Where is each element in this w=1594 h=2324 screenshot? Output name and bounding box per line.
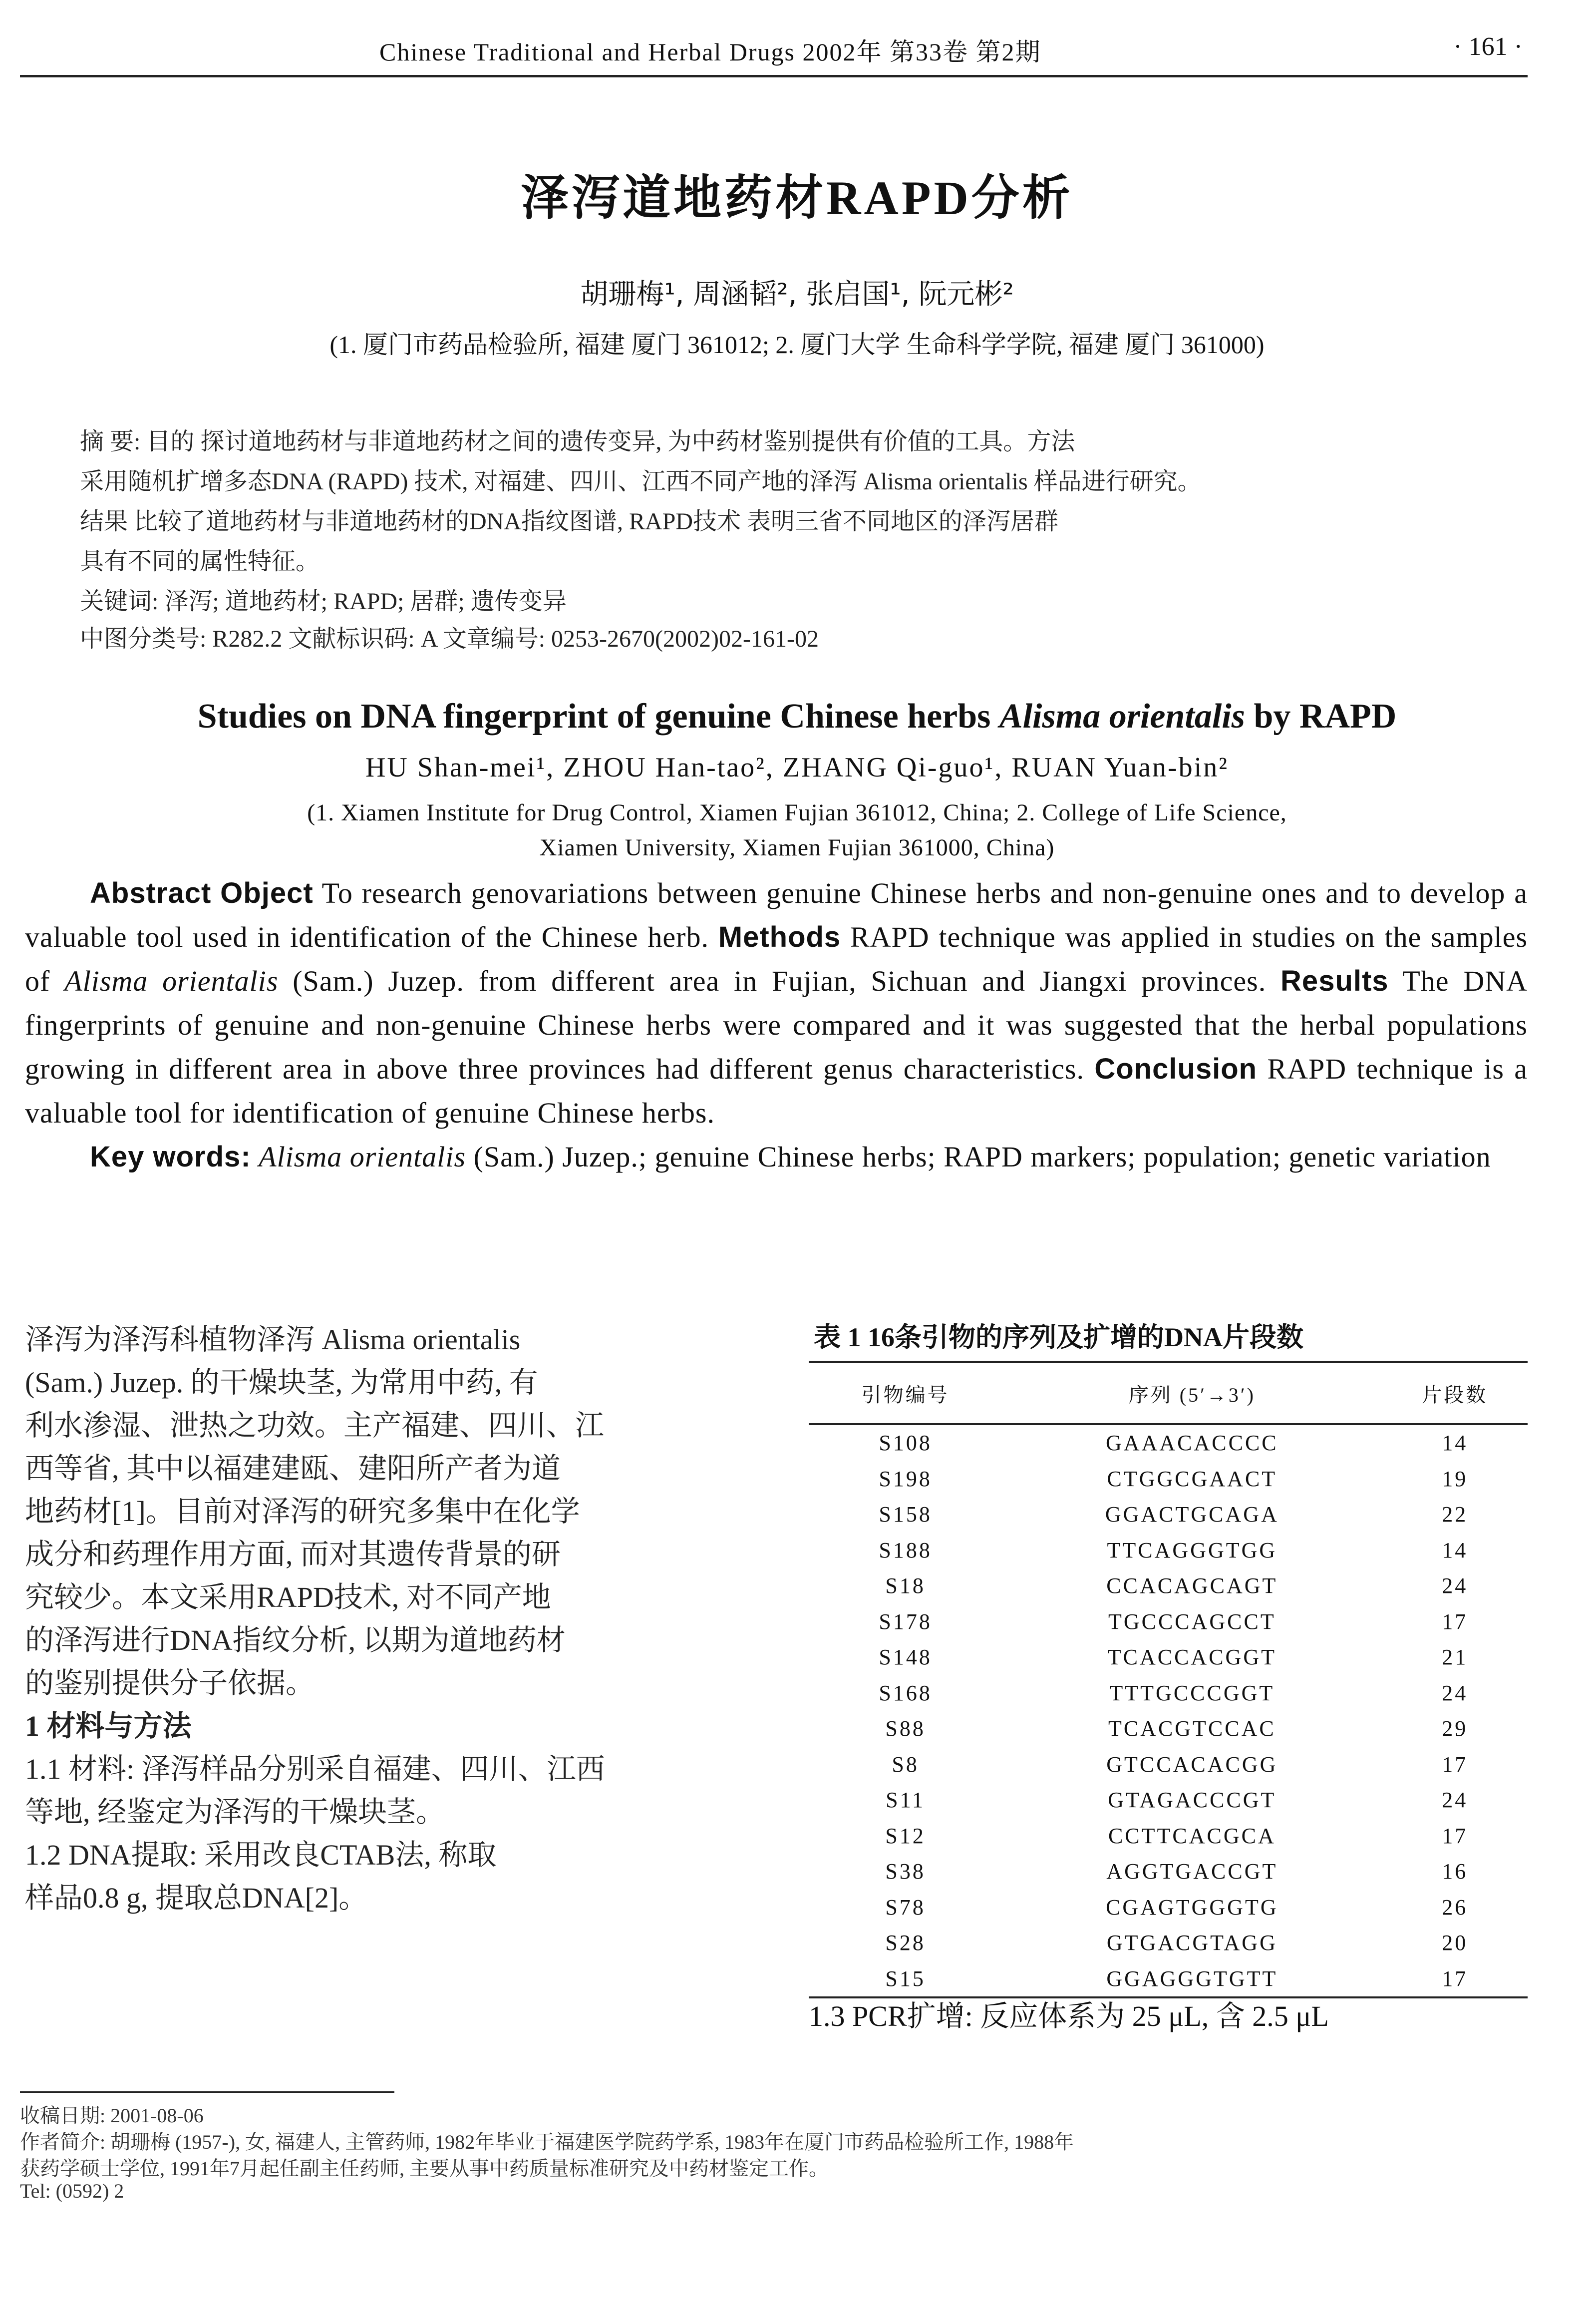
sequence-cell: TTTGCCCGGT — [1109, 1680, 1275, 1705]
sequence-cell: CCTTCACGCA — [1108, 1823, 1276, 1848]
fragment-count-cell: 20 — [1442, 1931, 1468, 1955]
primer-id-cell: S78 — [885, 1895, 926, 1920]
body-line: (Sam.) Juzep. 的干燥块茎, 为常用中药, 有 — [25, 1366, 538, 1399]
methods-text-a: RAPD technique was applied in studies on the samples of — [25, 921, 1528, 997]
english-authors: HU Shan-mei¹, ZHOU Han-tao², ZHANG Qi-guo¹, RUAN Yuan-bin² — [365, 752, 1229, 783]
sequence-cell: GGACTGCAGA — [1105, 1502, 1279, 1527]
body-line: 成分和药理作用方面, 而对其遗传背景的研 — [25, 1538, 561, 1570]
pcr-section-line: 1.3 PCR扩增: 反应体系为 25 μL, 含 2.5 μL — [809, 2000, 1329, 2032]
body-left-column — [25, 1318, 744, 1920]
chinese-abstract-line: 摘 要: 目的 探讨道地药材与非道地药材之间的遗传变异, 为中药材鉴别提供有价值的工具。方法 — [80, 428, 1075, 455]
english-title-main: Studies on DNA fingerprint of genuine Chinese herbs — [197, 697, 991, 736]
footnote-received: 收稿日期: 2001-08-06 — [20, 2104, 204, 2127]
english-affiliation-2: Xiamen University, Xiamen Fujian 361000, China) — [539, 834, 1055, 861]
classification-line: 中图分类号: R282.2 文献标识码: A 文章编号: 0253-2670(2002)02-161-02 — [80, 626, 819, 652]
sequence-cell: TCACCACGGT — [1107, 1645, 1276, 1670]
fragment-count-cell: 21 — [1442, 1645, 1468, 1670]
fragment-count-cell: 17 — [1442, 1609, 1468, 1634]
chinese-affiliation: (1. 厦门市药品检验所, 福建 厦门 361012; 2. 厦门大学 生命科学学院, 福建 厦门 361000) — [329, 331, 1265, 359]
primer-id-cell: S158 — [879, 1502, 932, 1527]
methods-text-b: (Sam.) Juzep. from different area in Fujian, Sichuan and Jiangxi provinces. — [293, 965, 1267, 997]
conclusion-text: RAPD technique is a valuable tool for identification of genuine Chinese herbs. — [25, 1053, 1528, 1129]
primer-id-cell: S108 — [879, 1431, 932, 1456]
primer-id-cell: S178 — [879, 1609, 932, 1634]
abstract-label: Abstract — [90, 877, 212, 909]
table-row — [809, 1711, 1528, 1747]
fragment-count-cell: 14 — [1442, 1431, 1468, 1456]
primer-id-cell: S18 — [885, 1573, 926, 1598]
sequence-cell: GAAACACCCC — [1106, 1431, 1278, 1456]
body-line: 的鉴别提供分子依据。 — [25, 1667, 315, 1699]
table-row — [809, 1925, 1528, 1961]
keywords-label: Key words: — [90, 1141, 251, 1173]
table-row — [809, 1675, 1528, 1711]
primer-id-cell: S8 — [892, 1752, 919, 1777]
chinese-abstract-line: 结果 比较了道地药材与非道地药材的DNA指纹图谱, RAPD技术 表明三省不同地区的泽泻居群 — [80, 508, 1059, 535]
primer-id-cell: S88 — [885, 1716, 926, 1741]
table-row — [809, 1782, 1528, 1818]
primer-id-cell: S148 — [879, 1645, 932, 1670]
object-label: Object — [220, 877, 314, 909]
abstract-paragraph — [25, 871, 1528, 1135]
fragment-count-cell: 24 — [1442, 1788, 1468, 1813]
section-heading: 1 材料与方法 — [25, 1710, 192, 1742]
keywords-species: Alisma orientalis — [259, 1141, 466, 1173]
body-line: 地药材[1]。目前对泽泻的研究多集中在化学 — [25, 1495, 580, 1528]
primer-id-cell: S28 — [885, 1931, 926, 1955]
english-title-suffix: by RAPD — [1254, 697, 1397, 736]
sequence-cell: CGAGTGGGTG — [1106, 1895, 1278, 1920]
primer-id-cell: S38 — [885, 1859, 926, 1884]
footnote-tel: Tel: (0592) 2 — [20, 2180, 124, 2202]
results-text: The DNA fingerprints of genuine and non-genuine Chinese herbs were compared and it was suggested that the herbal populations growing in different area in above three provinces had different genus characteristics. — [25, 965, 1528, 1085]
chinese-abstract-line: 具有不同的属性特征。 — [80, 548, 320, 575]
fragment-count-cell: 24 — [1442, 1680, 1468, 1705]
table-row — [809, 1533, 1528, 1568]
table-row — [809, 1854, 1528, 1890]
fragment-count-cell: 24 — [1442, 1573, 1468, 1598]
chinese-keywords: 关键词: 泽泻; 道地药材; RAPD; 居群; 遗传变异 — [80, 588, 567, 615]
results-label: Results — [1280, 965, 1389, 997]
fragment-count-cell: 19 — [1442, 1466, 1468, 1491]
table-row — [809, 1747, 1528, 1783]
sequence-cell: TGCCCAGCCT — [1108, 1609, 1276, 1634]
sequence-cell: TCACGTCCAC — [1108, 1716, 1276, 1741]
table-row — [809, 1818, 1528, 1854]
sequence-cell: CCACAGCAGT — [1106, 1573, 1278, 1598]
keywords-paragraph — [25, 1135, 1528, 1179]
col-header-fragments: 片段数 — [1422, 1383, 1488, 1406]
sequence-cell: GTAGACCCGT — [1108, 1788, 1276, 1813]
body-line: 利水渗湿、泄热之功效。主产福建、四川、江 — [25, 1409, 605, 1442]
fragment-count-cell: 16 — [1442, 1859, 1468, 1884]
conclusion-label: Conclusion — [1094, 1053, 1258, 1085]
primer-id-cell: S188 — [879, 1538, 932, 1562]
footnote-author-cont: 获药学硕士学位, 1991年7月起任副主任药师, 主要从事中药质量标准研究及中药材鉴定工作。 — [20, 2157, 829, 2180]
methods-species: Alisma orientalis — [64, 965, 279, 997]
fragment-count-cell: 22 — [1442, 1502, 1468, 1527]
footnote-author: 作者简介: 胡珊梅 (1957-), 女, 福建人, 主管药师, 1982年毕业于福建医学院药学系, 1983年在厦门市药品检验所工作, 1988年 — [20, 2131, 1074, 2153]
primer-id-cell: S198 — [879, 1466, 932, 1491]
primer-table — [809, 1361, 1528, 1998]
primer-id-cell: S12 — [885, 1823, 926, 1848]
sequence-cell: TTCAGGGTGG — [1107, 1538, 1277, 1562]
body-line: 泽泻为泽泻科植物泽泻 Alisma orientalis — [25, 1323, 521, 1356]
table-row — [809, 1890, 1528, 1926]
object-text: To research genovariations between genuine Chinese herbs and non-genuine ones and to develop a valuable tool used in identification of the Chinese herb. — [25, 877, 1528, 953]
table-row — [809, 1961, 1528, 1998]
english-abstract — [25, 871, 1528, 1179]
col-header-sequence: 序列 (5′→3′) — [1128, 1383, 1256, 1406]
body-line: 样品0.8 g, 提取总DNA[2]。 — [25, 1882, 368, 1914]
fragment-count-cell: 17 — [1442, 1752, 1468, 1777]
sequence-cell: GTGACGTAGG — [1106, 1931, 1277, 1955]
table-row — [809, 1604, 1528, 1640]
table-row — [809, 1568, 1528, 1604]
footnote-rule — [20, 2091, 394, 2093]
sequence-cell: GTCCACACGG — [1106, 1752, 1278, 1777]
body-line: 等地, 经鉴定为泽泻的干燥块茎。 — [25, 1796, 445, 1828]
journal-info: Chinese Traditional and Herbal Drugs 2002年 第33卷 第2期 — [379, 38, 1041, 66]
english-title — [0, 697, 1594, 737]
primer-id-cell: S168 — [879, 1680, 932, 1705]
col-header-primer: 引物编号 — [861, 1383, 950, 1406]
keywords-text: (Sam.) Juzep.; genuine Chinese herbs; RAPD markers; population; genetic variation — [473, 1141, 1491, 1173]
table-row — [809, 1497, 1528, 1533]
table-row — [809, 1639, 1528, 1675]
chinese-title: 泽泻道地药材RAPD分析 — [521, 171, 1073, 225]
table-caption: 表 1 16条引物的序列及扩增的DNA片段数 — [814, 1322, 1303, 1352]
primer-id-cell: S15 — [885, 1966, 926, 1991]
table-row — [809, 1424, 1528, 1461]
english-affiliation-1: (1. Xiamen Institute for Drug Control, Xiamen Fujian 361012, China; 2. College of Life Science, — [307, 799, 1287, 826]
running-header — [20, 30, 1528, 77]
sequence-cell: GGAGGGTGTT — [1106, 1966, 1278, 1991]
fragment-count-cell: 17 — [1442, 1823, 1468, 1848]
chinese-abstract-line: 采用随机扩增多态DNA (RAPD) 技术, 对福建、四川、江西不同产地的泽泻 Alisma orientalis 样品进行研究。 — [80, 468, 1202, 495]
primer-id-cell: S11 — [886, 1788, 926, 1813]
sequence-cell: CTGGCGAACT — [1107, 1466, 1277, 1491]
sequence-cell: AGGTGACCGT — [1106, 1859, 1278, 1884]
english-title-species: Alisma orientalis — [999, 697, 1245, 736]
fragment-count-cell: 29 — [1442, 1716, 1468, 1741]
body-line: 1.2 DNA提取: 采用改良CTAB法, 称取 — [25, 1839, 497, 1871]
fragment-count-cell: 26 — [1442, 1895, 1468, 1920]
page-number: · 161 · — [1453, 32, 1523, 61]
table-header-row — [809, 1362, 1528, 1425]
body-line: 究较少。本文采用RAPD技术, 对不同产地 — [25, 1581, 551, 1613]
body-line: 的泽泻进行DNA指纹分析, 以期为道地药材 — [25, 1624, 566, 1656]
fragment-count-cell: 17 — [1442, 1966, 1468, 1991]
table-row — [809, 1461, 1528, 1497]
chinese-authors: 胡珊梅¹, 周涵韬², 张启国¹, 阮元彬² — [580, 278, 1014, 311]
methods-label: Methods — [718, 921, 841, 953]
body-line: 1.1 材料: 泽泻样品分别采自福建、四川、江西 — [25, 1753, 605, 1785]
body-line: 西等省, 其中以福建建瓯、建阳所产者为道 — [25, 1452, 561, 1485]
fragment-count-cell: 14 — [1442, 1538, 1468, 1562]
